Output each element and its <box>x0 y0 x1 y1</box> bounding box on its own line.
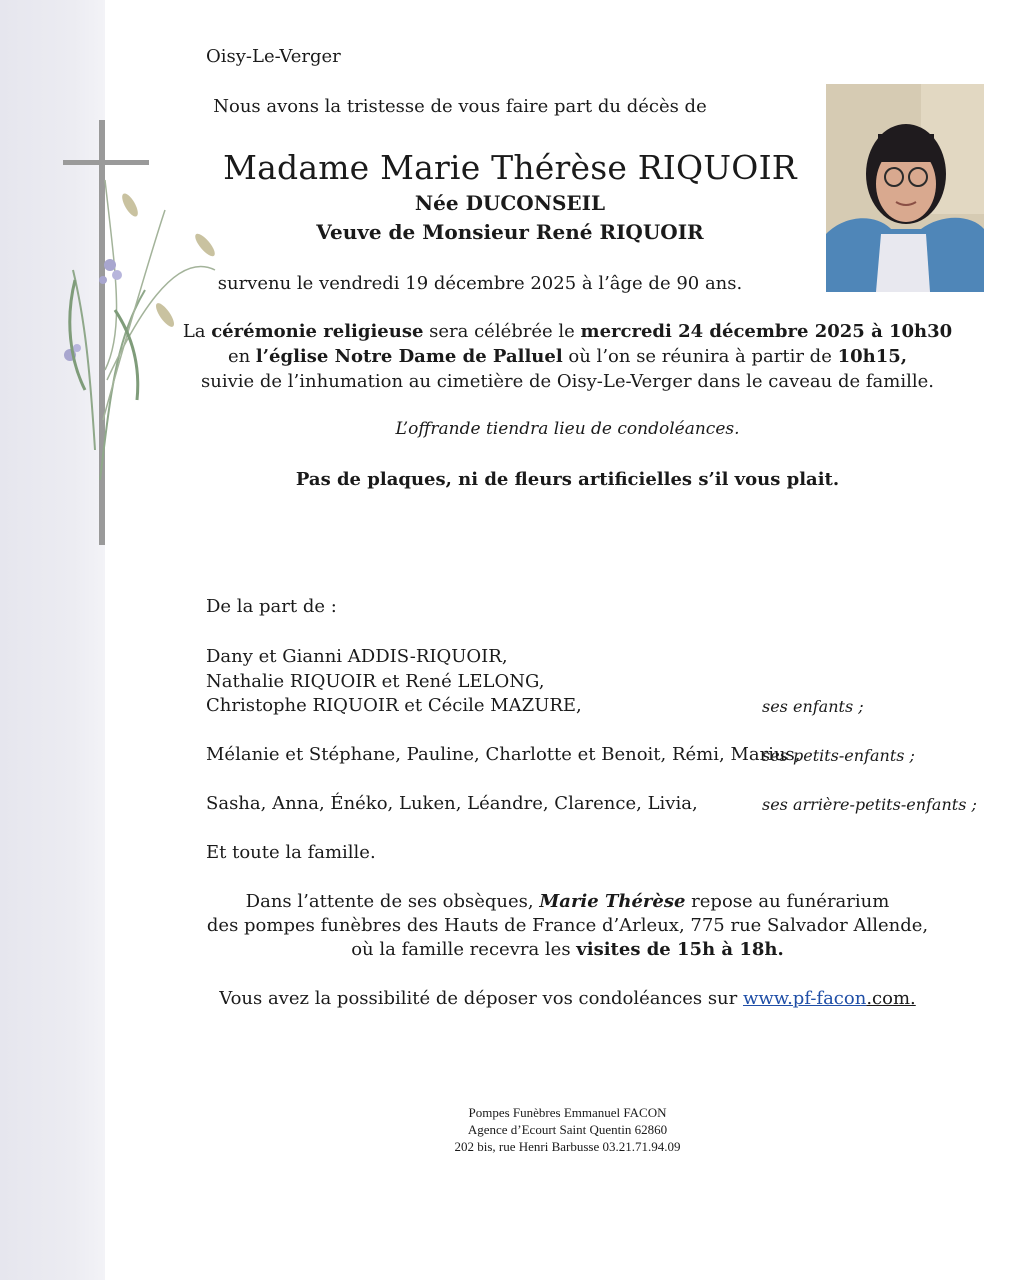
deceased-name: Madame Marie Thérèse RIQUOIR <box>223 148 797 187</box>
family-closing: Et toute la famille. <box>206 842 376 863</box>
death-date-text: survenu le vendredi 19 décembre 2025 à l’âge de 90 ans. <box>217 273 743 294</box>
condolences-link[interactable]: www.pf-facon <box>742 988 867 1009</box>
maiden-name: Née DUCONSEIL <box>414 191 606 215</box>
child-line: Christophe RIQUOIR et Cécile MAZURE, <box>206 695 582 716</box>
footer-line-3: 202 bis, rue Henri Barbusse 03.21.71.94.09 <box>454 1139 681 1154</box>
child-line: Dany et Gianni ADDIS-RIQUOIR, <box>206 646 508 667</box>
no-flowers-text: Pas de plaques, ni de fleurs artificielles s’il vous plait. <box>295 469 840 490</box>
rest-line-3: où la famille recevra les visites de 15h à 18h. <box>351 939 784 960</box>
child-line: Nathalie RIQUOIR et René LELONG, <box>206 671 545 692</box>
children-label: ses enfants ; <box>762 697 864 716</box>
footer-line-1: Pompes Funèbres Emmanuel FACON <box>468 1105 667 1120</box>
condolences-line: Vous avez la possibilité de déposer vos condoléances sur www.pf-facon.com. <box>219 988 916 1009</box>
portrait-photo <box>826 84 984 292</box>
intro-text: Nous avons la tristesse de vous faire part du décès de <box>213 96 707 117</box>
ceremony-line-1: La cérémonie religieuse sera célébrée le mercredi 24 décembre 2025 à 10h30 <box>182 321 953 342</box>
rest-line-1: Dans l’attente de ses obsèques, Marie Thérèse repose au funérarium <box>245 891 890 912</box>
great-grandchildren-label: ses arrière-petits-enfants ; <box>762 795 977 814</box>
grandchildren-label: ses petits-enfants ; <box>762 746 915 765</box>
grandchildren-line: Mélanie et Stéphane, Pauline, Charlotte et Benoit, Rémi, Marius, <box>206 744 801 765</box>
location-text: Oisy-Le-Verger <box>206 46 341 67</box>
ceremony-line-2: en l’église Notre Dame de Palluel où l’on se réunira à partir de 10h15, <box>227 346 908 367</box>
rest-line-2: des pompes funèbres des Hauts de France d’Arleux, 775 rue Salvador Allende, <box>206 915 929 936</box>
great-grandchildren-line: Sasha, Anna, Énéko, Luken, Léandre, Clarence, Livia, <box>206 793 698 814</box>
widow-of: Veuve de Monsieur René RIQUOIR <box>316 220 704 244</box>
offering-text: L’offrande tiendra lieu de condoléances. <box>395 419 740 439</box>
footer-line-2: Agence d’Ecourt Saint Quentin 62860 <box>467 1122 668 1137</box>
ceremony-line-3: suivie de l’inhumation au cimetière de Oisy-Le-Verger dans le caveau de famille. <box>201 371 934 392</box>
family-heading: De la part de : <box>206 596 337 617</box>
